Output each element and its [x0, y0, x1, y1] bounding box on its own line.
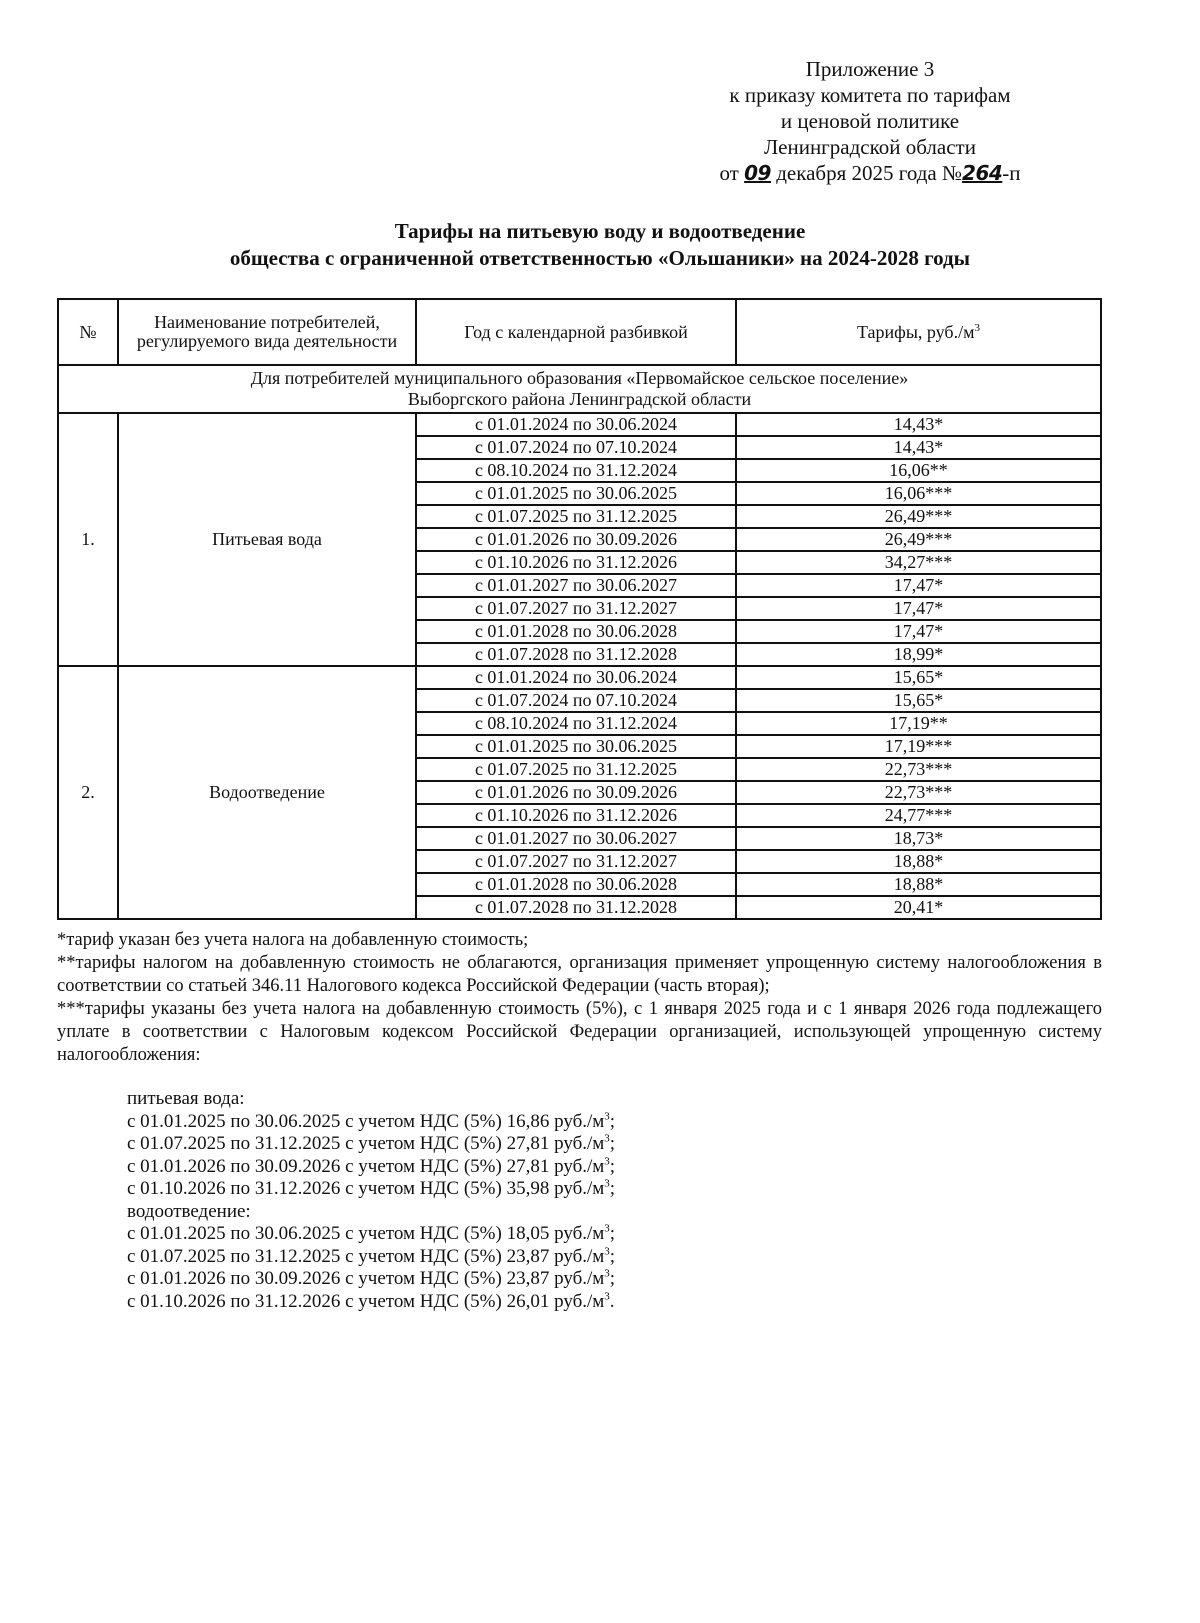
period-cell: с 01.01.2025 по 30.06.2025 — [416, 735, 736, 758]
header-period: Год с календарной разбивкой — [416, 299, 736, 365]
tariff-cell: 17,19*** — [736, 735, 1101, 758]
period-cell: с 01.10.2026 по 31.12.2026 — [416, 551, 736, 574]
tariff-cell: 18,73* — [736, 827, 1101, 850]
header-no: № — [58, 299, 118, 365]
vat-line: с 01.01.2025 по 30.06.2025 с учетом НДС (5%) 18,05 $руб./м^3$; — [127, 1222, 616, 1244]
service-name: Питьевая вода — [118, 413, 416, 666]
period-cell: с 01.07.2025 по 31.12.2025 — [416, 758, 736, 781]
vat-line: с 01.10.2026 по 31.12.2026 с учетом НДС (5%) 35,98 $руб./м^3$; — [127, 1177, 616, 1199]
tariff-cell: 14,43* — [736, 413, 1101, 436]
footnote-2: **тарифы налогом на добавленную стоимость не облагаются, организация применяет упрощенную систему налогообложения в соответствии со статьей 346.11 Налогового кодекса Российской Федерации (часть вторая); — [57, 953, 1102, 996]
period-cell: с 01.01.2028 по 30.06.2028 — [416, 620, 736, 643]
tariff-cell: 16,06** — [736, 459, 1101, 482]
tariff-cell: 22,73*** — [736, 758, 1101, 781]
period-cell: с 01.01.2026 по 30.09.2026 — [416, 528, 736, 551]
tariff-cell: 17,47* — [736, 574, 1101, 597]
tariff-cell: 22,73*** — [736, 781, 1101, 804]
service-name: Водоотведение — [118, 666, 416, 919]
order-suffix: -п — [1002, 161, 1021, 185]
document-title — [100, 218, 1100, 272]
tariff-cell: 18,88* — [736, 873, 1101, 896]
period-cell: с 01.10.2026 по 31.12.2026 — [416, 804, 736, 827]
period-cell: с 01.07.2024 по 07.10.2024 — [416, 436, 736, 459]
table-row — [58, 413, 1101, 436]
appendix-line: и ценовой политике — [780, 109, 960, 133]
tariff-cell: 18,88* — [736, 850, 1101, 873]
tariff-cell: 26,49*** — [736, 528, 1101, 551]
vat-line: с 01.01.2025 по 30.06.2025 с учетом НДС (5%) 16,86 $руб./м^3$; — [127, 1110, 616, 1132]
period-cell: с 01.07.2027 по 31.12.2027 — [416, 597, 736, 620]
order-date-line — [690, 160, 1050, 186]
vat-line: с 01.07.2025 по 31.12.2025 с учетом НДС (5%) 27,81 $руб./м^3$; — [127, 1132, 616, 1154]
tariff-cell: 24,77*** — [736, 804, 1101, 827]
tariff-cell: 34,27*** — [736, 551, 1101, 574]
date-rest: декабря 2025 года № — [776, 161, 963, 185]
tariff-cell: 20,41* — [736, 896, 1101, 919]
tariff-cell: 17,19** — [736, 712, 1101, 735]
period-cell: с 01.01.2027 по 30.06.2027 — [416, 827, 736, 850]
tariff-cell: 17,47* — [736, 597, 1101, 620]
vat-line: с 01.01.2026 по 30.09.2026 с учетом НДС (5%) 23,87 $руб./м^3$; — [127, 1267, 616, 1289]
handwritten-order-number: 264 — [962, 161, 1003, 185]
tariff-cell: 18,99* — [736, 643, 1101, 666]
period-cell: с 01.07.2025 по 31.12.2025 — [416, 505, 736, 528]
period-cell: с 01.07.2024 по 07.10.2024 — [416, 689, 736, 712]
header-tariff: Тарифы, $руб./м^3$ — [736, 299, 1101, 365]
period-cell: с 08.10.2024 по 31.12.2024 — [416, 459, 736, 482]
period-cell: с 01.07.2028 по 31.12.2028 — [416, 643, 736, 666]
appendix-line: Ленинградской области — [764, 135, 976, 159]
period-cell: с 01.01.2025 по 30.06.2025 — [416, 482, 736, 505]
table-row — [58, 666, 1101, 689]
row-number: 2. — [58, 666, 118, 919]
tariff-cell: 15,65* — [736, 689, 1101, 712]
period-cell: с 01.01.2026 по 30.09.2026 — [416, 781, 736, 804]
tariff-cell: 15,65* — [736, 666, 1101, 689]
title-line-1: Тарифы на питьевую воду и водоотведение — [394, 219, 806, 243]
period-cell: с 01.01.2027 по 30.06.2027 — [416, 574, 736, 597]
period-cell: с 01.07.2027 по 31.12.2027 — [416, 850, 736, 873]
date-prefix: от — [719, 161, 739, 185]
row-number: 1. — [58, 413, 118, 666]
title-line-2: общества с ограниченной ответственностью «Ольшаники» на 2024-2028 годы — [229, 246, 971, 270]
appendix-header — [690, 56, 1050, 186]
footnotes — [57, 929, 1102, 1067]
vat-line: с 01.07.2025 по 31.12.2025 с учетом НДС (5%) 23,87 $руб./м^3$; — [127, 1245, 616, 1267]
period-cell: с 01.01.2024 по 30.06.2024 — [416, 666, 736, 689]
region-cell: Для потребителей муниципального образования «Первомайское сельское поселение» Выборгского района Ленинградской области — [58, 365, 1101, 413]
appendix-title: Приложение 3 — [805, 57, 935, 81]
period-cell: с 01.07.2028 по 31.12.2028 — [416, 896, 736, 919]
region-row — [58, 365, 1101, 413]
vat-inclusive-tariffs — [127, 1088, 827, 1313]
footnote-1: *тариф указан без учета налога на добавленную стоимость; — [57, 930, 529, 950]
tariff-cell: 17,47* — [736, 620, 1101, 643]
period-cell: с 01.01.2024 по 30.06.2024 — [416, 413, 736, 436]
appendix-line: к приказу комитета по тарифам — [729, 83, 1011, 107]
vat-line: с 01.01.2026 по 30.09.2026 с учетом НДС (5%) 27,81 $руб./м^3$; — [127, 1155, 616, 1177]
header-name: Наименование потребителей, регулируемого вида деятельности — [118, 299, 416, 365]
period-cell: с 08.10.2024 по 31.12.2024 — [416, 712, 736, 735]
vat-line: с 01.10.2026 по 31.12.2026 с учетом НДС (5%) 26,01 $руб./м^3$. — [127, 1290, 615, 1312]
tariff-table — [57, 298, 1102, 920]
period-cell: с 01.01.2028 по 30.06.2028 — [416, 873, 736, 896]
tariff-cell: 16,06*** — [736, 482, 1101, 505]
sewer-label: водоотведение: — [127, 1200, 251, 1222]
tariff-cell: 14,43* — [736, 436, 1101, 459]
handwritten-day: 09 — [744, 161, 771, 185]
table-header-row — [58, 299, 1101, 365]
tariff-cell: 26,49*** — [736, 505, 1101, 528]
water-label: питьевая вода: — [127, 1088, 245, 1109]
footnote-3: ***тарифы указаны без учета налога на добавленную стоимость (5%), с 1 января 2025 года и с 1 января 2026 года подлежащего уплате в соответствии с Налоговым кодексом Российской Федерации организацией, использующей упрощенную систему налогообложения: — [57, 999, 1102, 1065]
